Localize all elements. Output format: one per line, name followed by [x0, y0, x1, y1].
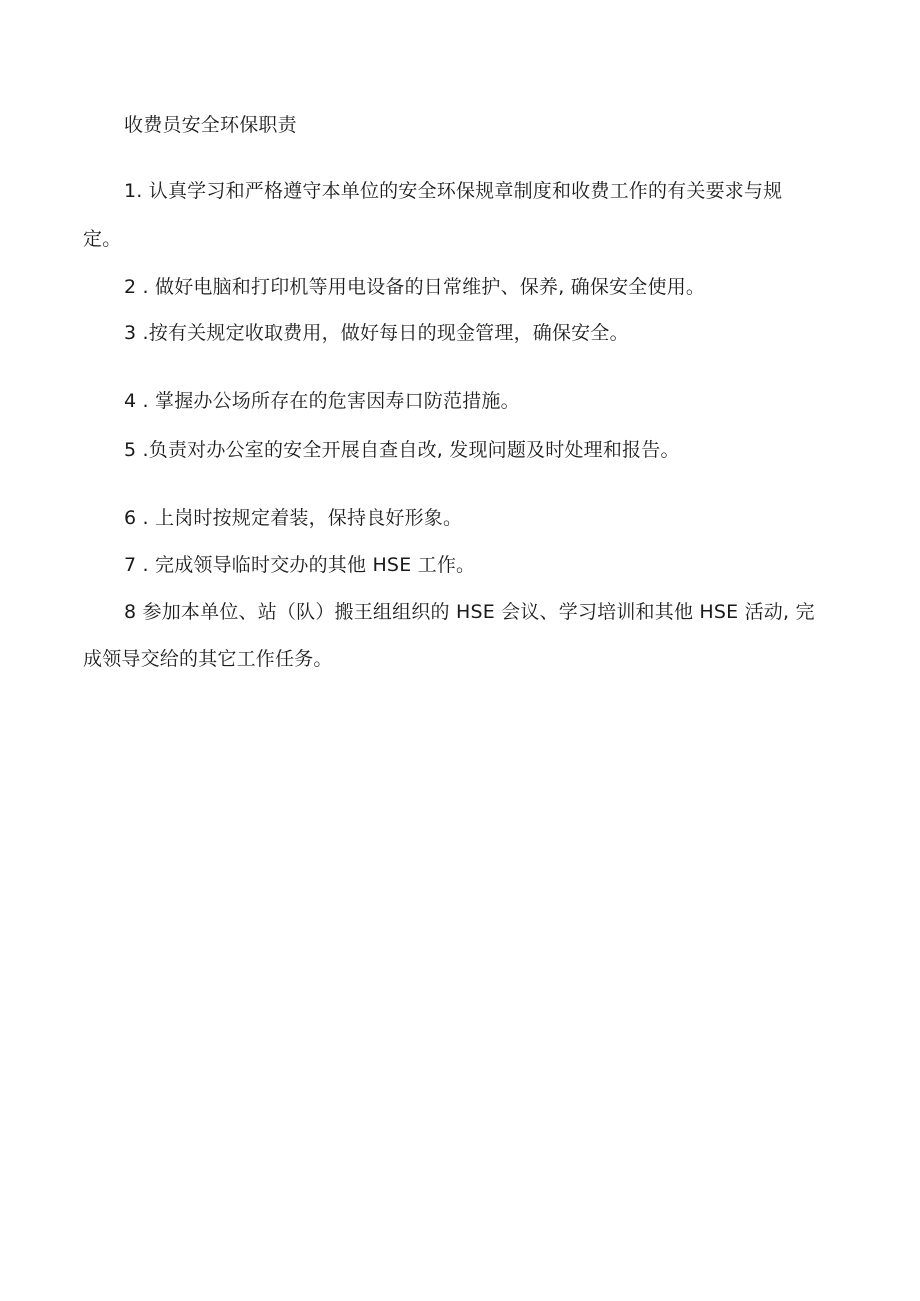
item-7: 7 . 完成领导临时交办的其他 HSE 工作。	[124, 554, 476, 576]
item-8-line-1: 8 参加本单位、站（队）搬王组组织的 HSE 会议、学习培训和其他 HSE 活动, 完	[124, 601, 815, 623]
item-1-line-1: 1. 认真学习和严格遵守本单位的安全环保规章制度和收费工作的有关要求与规	[124, 180, 783, 202]
item-3: 3 .按有关规定收取费用，做好每日的现金管理，确保安全。	[124, 322, 629, 344]
document-title: 收费员安全环保职责	[124, 114, 297, 136]
item-8-line-2: 成领导交给的其它工作任务。	[83, 648, 333, 670]
item-6: 6 . 上岗时按规定着装，保持良好形象。	[124, 507, 463, 529]
item-5: 5 .负责对办公室的安全开展自查自改, 发现问题及时处理和报告。	[124, 439, 680, 461]
item-1-line-2: 定。	[83, 228, 122, 250]
item-4: 4 . 掌握办公场所存在的危害因寿口防范措施。	[124, 390, 520, 412]
item-2: 2 . 做好电脑和打印机等用电设备的日常维护、保养, 确保安全使用。	[124, 276, 706, 298]
